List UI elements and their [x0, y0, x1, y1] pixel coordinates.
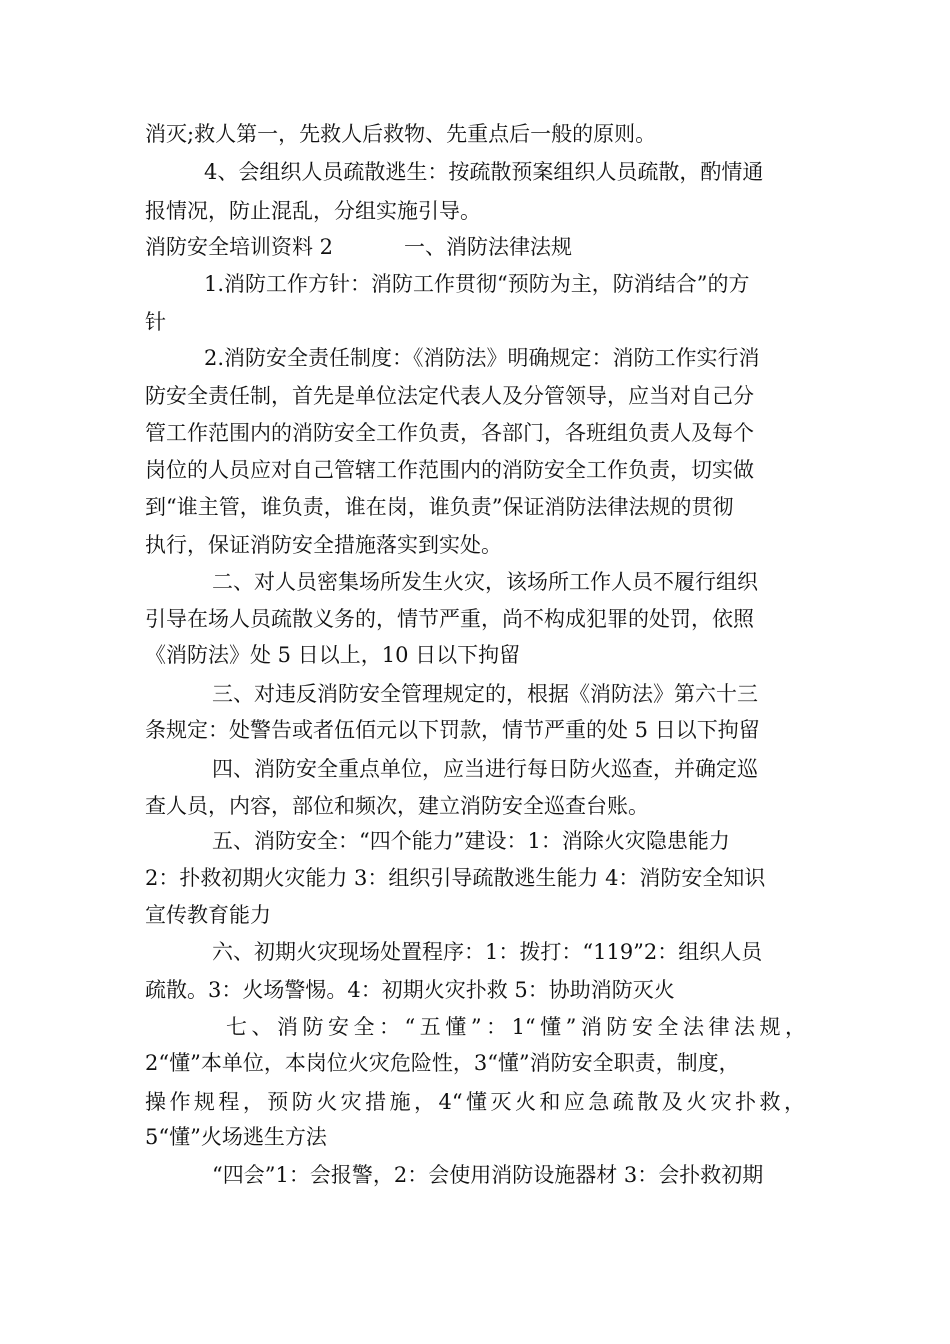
text-line: 查人员，内容，部位和频次，建立消防安全巡查台账。 — [145, 794, 649, 818]
text-line: 消灭;救人第一，先救人后救物、先重点后一般的原则。 — [145, 122, 657, 146]
text-line: 引导在场人员疏散义务的，情节严重，尚不构成犯罪的处罚，依照 — [145, 607, 754, 631]
text-line: 四、消防安全重点单位，应当进行每日防火巡查，并确定巡 — [212, 757, 758, 781]
text-line: 到“谁主管，谁负责，谁在岗，谁负责”保证消防法律法规的贯彻 — [145, 495, 734, 519]
text-line: 二、对人员密集场所发生火灾，该场所工作人员不履行组织 — [212, 570, 758, 594]
text-line: 2：扑救初期火灾能力 3：组织引导疏散逃生能力 4：消防安全知识 — [145, 866, 766, 890]
text-line: 管工作范围内的消防安全工作负责，各部门，各班组负责人及每个 — [145, 421, 754, 445]
text-line: 操作规程，预防火灾措施，4“懂灭火和应急疏散及火灾扑救， — [145, 1090, 805, 1114]
text-line: 5“懂”火场逃生方法 — [145, 1125, 327, 1149]
text-line: 六、初期火灾现场处置程序：1：拨打：“119”2：组织人员 — [212, 940, 763, 964]
text-line: 针 — [145, 310, 166, 334]
text-line: 2.消防安全责任制度：《消防法》明确规定：消防工作实行消 — [204, 346, 760, 370]
text-line: 《消防法》处 5 日以上，10 日以下拘留 — [145, 643, 521, 667]
text-line: 疏散。3：火场警惕。4：初期火灾扑救 5：协助消防灭火 — [145, 978, 675, 1002]
text-line: 执行，保证消防安全措施落实到实处。 — [145, 533, 502, 557]
text-line: 七、消防安全：“五懂”：1“懂”消防安全法律法规， — [226, 1015, 806, 1039]
text-line: 4、会组织人员疏散逃生：按疏散预案组织人员疏散，酌情通 — [204, 160, 764, 184]
text-line: 三、对违反消防安全管理规定的，根据《消防法》第六十三 — [212, 682, 758, 706]
text-line: 1.消防工作方针：消防工作贯彻“预防为主，防消结合”的方 — [204, 272, 750, 296]
text-line: 防安全责任制，首先是单位法定代表人及分管领导，应当对自己分 — [145, 384, 754, 408]
text-line: 岗位的人员应对自己管辖工作范围内的消防安全工作负责，切实做 — [145, 458, 754, 482]
text-line: 宣传教育能力 — [145, 903, 271, 927]
text-line: 报情况，防止混乱，分组实施引导。 — [145, 199, 481, 223]
text-line: 2“懂”本单位，本岗位火灾危险性，3“懂”消防安全职责，制度， — [145, 1051, 740, 1075]
text-line: 五、消防安全：“四个能力”建设：1：消除火灾隐患能力 — [212, 829, 730, 853]
section-heading: 消防安全培训资料 2 — [145, 235, 334, 259]
text-line: “四会”1：会报警，2：会使用消防设施器材 3：会扑救初期 — [212, 1163, 764, 1187]
text-line: 条规定：处警告或者伍佰元以下罚款，情节严重的处 5 日以下拘留 — [145, 718, 760, 742]
section-subheading: 一、消防法律法规 — [404, 235, 572, 259]
